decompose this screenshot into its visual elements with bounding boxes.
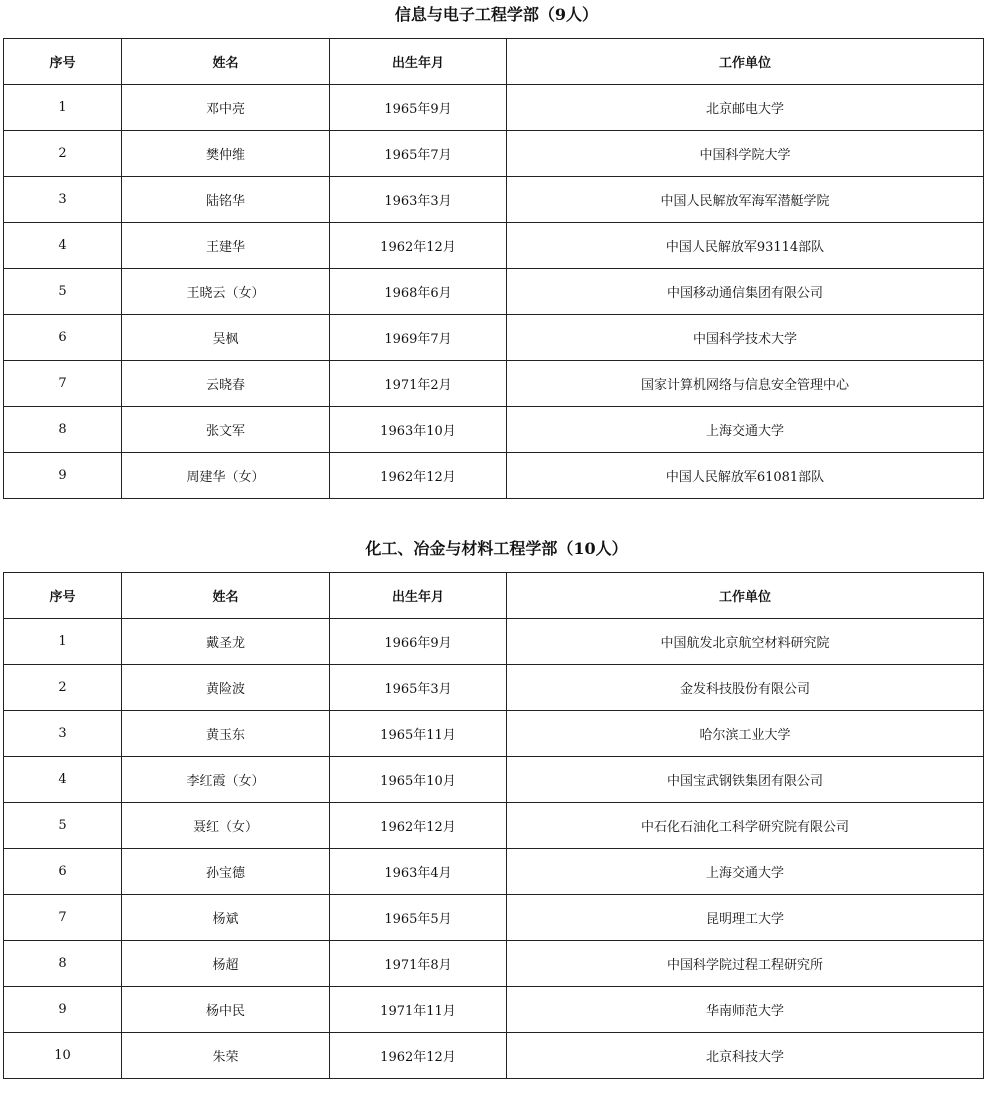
cell-index: 1 — [4, 85, 122, 131]
cell-name: 孙宝德 — [122, 849, 330, 895]
cell-birth: 1965年11月 — [330, 711, 507, 757]
cell-birth: 1966年9月 — [330, 619, 507, 665]
table-row — [4, 177, 984, 223]
section-title-info-electronics: 信息与电子工程学部（9人） — [394, 5, 599, 24]
cell-birth: 1965年7月 — [330, 131, 507, 177]
cell-birth: 1971年11月 — [330, 987, 507, 1033]
table-row — [4, 987, 984, 1033]
cell-birth: 1965年10月 — [330, 757, 507, 803]
cell-index: 6 — [4, 849, 122, 895]
table-row — [4, 895, 984, 941]
column-header-birth: 出生年月 — [330, 39, 507, 85]
cell-name: 戴圣龙 — [122, 619, 330, 665]
cell-birth: 1965年5月 — [330, 895, 507, 941]
table-row — [4, 131, 984, 177]
cell-unit: 华南师范大学 — [507, 987, 984, 1033]
cell-unit: 国家计算机网络与信息安全管理中心 — [507, 361, 984, 407]
cell-index: 2 — [4, 665, 122, 711]
cell-unit: 上海交通大学 — [507, 849, 984, 895]
cell-index: 6 — [4, 315, 122, 361]
cell-index: 9 — [4, 453, 122, 499]
column-header-name: 姓名 — [122, 573, 330, 619]
table-row — [4, 757, 984, 803]
cell-birth: 1963年10月 — [330, 407, 507, 453]
cell-index: 9 — [4, 987, 122, 1033]
table-row — [4, 269, 984, 315]
cell-index: 7 — [4, 895, 122, 941]
cell-index: 8 — [4, 407, 122, 453]
roster-table-chem-metallurgy — [3, 572, 984, 1079]
cell-name: 黄险波 — [122, 665, 330, 711]
table-row — [4, 315, 984, 361]
cell-unit: 中国科学院过程工程研究所 — [507, 941, 984, 987]
table-row — [4, 711, 984, 757]
table-row — [4, 849, 984, 895]
table-header-row — [4, 39, 984, 85]
cell-index: 4 — [4, 757, 122, 803]
cell-name: 杨超 — [122, 941, 330, 987]
cell-name: 邓中亮 — [122, 85, 330, 131]
table-row — [4, 941, 984, 987]
cell-name: 云晓春 — [122, 361, 330, 407]
cell-index: 3 — [4, 711, 122, 757]
cell-name: 黄玉东 — [122, 711, 330, 757]
cell-name: 李红霞（女） — [122, 757, 330, 803]
cell-unit: 中国航发北京航空材料研究院 — [507, 619, 984, 665]
cell-index: 5 — [4, 269, 122, 315]
cell-name: 吴枫 — [122, 315, 330, 361]
cell-birth: 1969年7月 — [330, 315, 507, 361]
table-row — [4, 223, 984, 269]
cell-unit: 金发科技股份有限公司 — [507, 665, 984, 711]
table-row — [4, 803, 984, 849]
cell-unit: 上海交通大学 — [507, 407, 984, 453]
cell-unit: 中石化石油化工科学研究院有限公司 — [507, 803, 984, 849]
table-row — [4, 361, 984, 407]
column-header-index: 序号 — [4, 573, 122, 619]
cell-birth: 1965年9月 — [330, 85, 507, 131]
table-row — [4, 85, 984, 131]
cell-birth: 1962年12月 — [330, 1033, 507, 1079]
cell-index: 4 — [4, 223, 122, 269]
column-header-name: 姓名 — [122, 39, 330, 85]
column-header-index: 序号 — [4, 39, 122, 85]
cell-unit: 哈尔滨工业大学 — [507, 711, 984, 757]
cell-birth: 1963年4月 — [330, 849, 507, 895]
cell-birth: 1962年12月 — [330, 453, 507, 499]
cell-name: 王晓云（女） — [122, 269, 330, 315]
cell-birth: 1962年12月 — [330, 803, 507, 849]
cell-index: 1 — [4, 619, 122, 665]
table-row — [4, 453, 984, 499]
table-row — [4, 407, 984, 453]
cell-name: 杨斌 — [122, 895, 330, 941]
table-header-row — [4, 573, 984, 619]
cell-unit: 中国科学院大学 — [507, 131, 984, 177]
cell-index: 8 — [4, 941, 122, 987]
cell-name: 朱荣 — [122, 1033, 330, 1079]
cell-name: 杨中民 — [122, 987, 330, 1033]
section-title-chem-metallurgy: 化工、冶金与材料工程学部（10人） — [365, 539, 628, 558]
cell-unit: 中国宝武钢铁集团有限公司 — [507, 757, 984, 803]
cell-unit: 中国人民解放军海军潜艇学院 — [507, 177, 984, 223]
cell-index: 2 — [4, 131, 122, 177]
roster-table-info-electronics — [3, 38, 984, 499]
cell-name: 樊仲维 — [122, 131, 330, 177]
column-header-unit: 工作单位 — [507, 573, 984, 619]
cell-index: 10 — [4, 1033, 122, 1079]
cell-birth: 1971年8月 — [330, 941, 507, 987]
table-row — [4, 665, 984, 711]
cell-unit: 昆明理工大学 — [507, 895, 984, 941]
table-row — [4, 1033, 984, 1079]
cell-unit: 中国科学技术大学 — [507, 315, 984, 361]
cell-unit: 中国人民解放军61081部队 — [507, 453, 984, 499]
cell-birth: 1965年3月 — [330, 665, 507, 711]
cell-name: 陆铭华 — [122, 177, 330, 223]
cell-index: 5 — [4, 803, 122, 849]
column-header-unit: 工作单位 — [507, 39, 984, 85]
cell-unit: 北京邮电大学 — [507, 85, 984, 131]
cell-birth: 1971年2月 — [330, 361, 507, 407]
cell-unit: 中国人民解放军93114部队 — [507, 223, 984, 269]
cell-birth: 1962年12月 — [330, 223, 507, 269]
cell-index: 3 — [4, 177, 122, 223]
cell-birth: 1968年6月 — [330, 269, 507, 315]
cell-name: 张文军 — [122, 407, 330, 453]
table-row — [4, 619, 984, 665]
cell-birth: 1963年3月 — [330, 177, 507, 223]
cell-name: 周建华（女） — [122, 453, 330, 499]
cell-name: 聂红（女） — [122, 803, 330, 849]
cell-unit: 中国移动通信集团有限公司 — [507, 269, 984, 315]
column-header-birth: 出生年月 — [330, 573, 507, 619]
cell-name: 王建华 — [122, 223, 330, 269]
cell-unit: 北京科技大学 — [507, 1033, 984, 1079]
cell-index: 7 — [4, 361, 122, 407]
